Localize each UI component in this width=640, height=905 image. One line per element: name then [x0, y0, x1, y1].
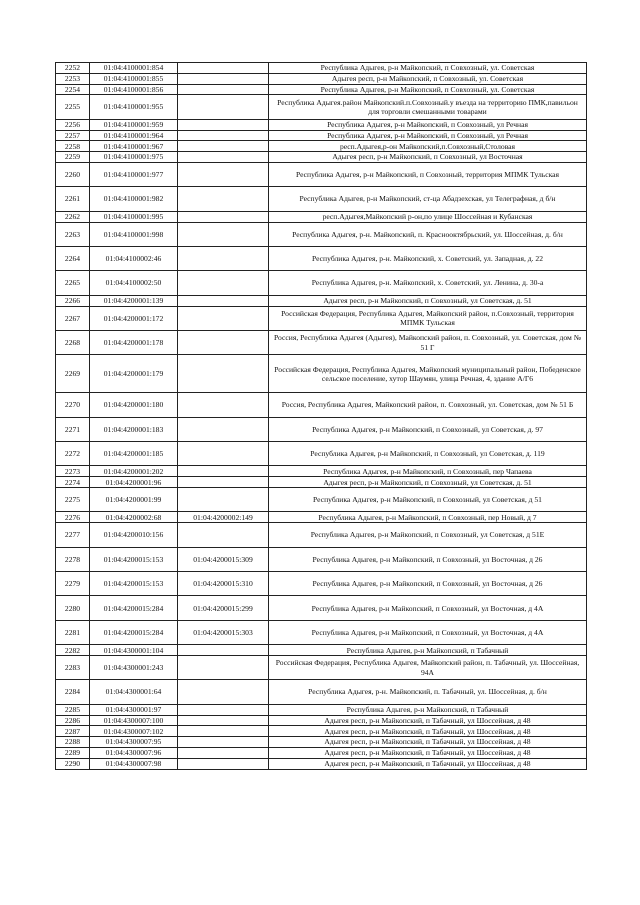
row-number-cell: 2266 [56, 295, 90, 306]
address-cell: Республика Адыгея, р-н Майкопский, п Совхозный, пер Чапаева [269, 466, 587, 477]
address-cell: Российская Федерация, Республика Адыгея, Майкопский район, п. Табачный, ул. Шоссейная, 94А [269, 656, 587, 680]
row-number-cell: 2287 [56, 726, 90, 737]
sub-cadastral-number-cell: 01:04:4200015:309 [178, 547, 269, 571]
sub-cadastral-number-cell [178, 222, 269, 246]
address-cell: Адыгея респ, р-н Майкопский, п Табачный, ул Шоссейная, д 48 [269, 747, 587, 758]
table-row [56, 704, 587, 715]
address-cell: респ.Адыгея,р-он Майкопский,п.Совхозный,Столовая [269, 141, 587, 152]
address-cell: Адыгея респ, р-н Майкопский, п Совхозный, ул. Советская [269, 73, 587, 84]
row-number-cell: 2255 [56, 95, 90, 119]
address-cell: Адыгея респ, р-н Майкопский, п Табачный, ул Шоссейная, д 48 [269, 758, 587, 769]
table-row [56, 737, 587, 748]
row-number-cell: 2259 [56, 152, 90, 163]
table-row [56, 271, 587, 295]
row-number-cell: 2260 [56, 162, 90, 186]
table-row [56, 747, 587, 758]
address-cell: Республика Адыгея, р-н Майкопский, п Совхозный, ул. Советская [269, 63, 587, 74]
address-cell: Республика Адыгея, р-н Майкопский, п Табачный [269, 704, 587, 715]
address-cell: Республика Адыгея, р-н Майкопский, п Совхозный, ул Восточная, д 4А [269, 596, 587, 620]
row-number-cell: 2279 [56, 572, 90, 596]
row-number-cell: 2268 [56, 330, 90, 354]
sub-cadastral-number-cell [178, 95, 269, 119]
cadastral-number-cell: 01:04:4200001:99 [90, 488, 178, 512]
sub-cadastral-number-cell [178, 747, 269, 758]
table-row [56, 572, 587, 596]
table-row [56, 512, 587, 523]
table-row [56, 680, 587, 704]
address-cell: Адыгея респ, р-н Майкопский, п Табачный, ул Шоссейная, д 48 [269, 715, 587, 726]
table-row [56, 547, 587, 571]
sub-cadastral-number-cell [178, 152, 269, 163]
sub-cadastral-number-cell [178, 141, 269, 152]
cadastral-number-cell: 01:04:4200002:68 [90, 512, 178, 523]
cadastral-number-cell: 01:04:4300001:243 [90, 656, 178, 680]
address-cell: Республика Адыгея, р-н Майкопский, п Совхозный, пер Новый, д 7 [269, 512, 587, 523]
cadastral-number-cell: 01:04:4200001:96 [90, 477, 178, 488]
table-row [56, 715, 587, 726]
row-number-cell: 2282 [56, 645, 90, 656]
sub-cadastral-number-cell [178, 393, 269, 417]
address-cell: Республика Адыгея, р-н Майкопский, п Совхозный, ул Советская, д. 119 [269, 442, 587, 466]
address-cell: Россия, Республика Адыгея (Адыгея), Майкопский район, п. Совхозный, ул. Советская, дом № 51 Г [269, 330, 587, 354]
row-number-cell: 2271 [56, 417, 90, 441]
row-number-cell: 2276 [56, 512, 90, 523]
sub-cadastral-number-cell [178, 246, 269, 270]
cadastral-number-cell: 01:04:4300007:96 [90, 747, 178, 758]
sub-cadastral-number-cell [178, 295, 269, 306]
address-cell: Адыгея респ, р-н Майкопский, п Табачный, ул Шоссейная, д 48 [269, 726, 587, 737]
table-row [56, 620, 587, 644]
row-number-cell: 2286 [56, 715, 90, 726]
sub-cadastral-number-cell: 01:04:4200015:310 [178, 572, 269, 596]
address-cell: Республика Адыгея, р-н Майкопский, п Совхозный, территория МПМК Тульская [269, 162, 587, 186]
sub-cadastral-number-cell [178, 656, 269, 680]
address-cell: Республика Адыгея, р-н Майкопский, ст-ца Абадзехская, ул Телеграфная, д б/н [269, 187, 587, 211]
address-cell: Российская Федерация, Республика Адыгея, Майкопский район, п.Совхозный, территория МПМК Тульская [269, 306, 587, 330]
address-cell: Республика Адыгея, р-н Майкопский, п Табачный [269, 645, 587, 656]
table-row [56, 162, 587, 186]
row-number-cell: 2257 [56, 130, 90, 141]
table-row [56, 466, 587, 477]
table-row [56, 306, 587, 330]
sub-cadastral-number-cell: 01:04:4200015:303 [178, 620, 269, 644]
sub-cadastral-number-cell [178, 488, 269, 512]
cadastral-number-cell: 01:04:4200015:284 [90, 596, 178, 620]
table-row [56, 211, 587, 222]
cadastral-number-cell: 01:04:4200001:178 [90, 330, 178, 354]
row-number-cell: 2267 [56, 306, 90, 330]
row-number-cell: 2263 [56, 222, 90, 246]
table-row [56, 645, 587, 656]
sub-cadastral-number-cell [178, 306, 269, 330]
row-number-cell: 2273 [56, 466, 90, 477]
cadastral-number-cell: 01:04:4100001:967 [90, 141, 178, 152]
table-row [56, 656, 587, 680]
table-row [56, 246, 587, 270]
cadastral-number-cell: 01:04:4200001:183 [90, 417, 178, 441]
row-number-cell: 2280 [56, 596, 90, 620]
row-number-cell: 2275 [56, 488, 90, 512]
row-number-cell: 2290 [56, 758, 90, 769]
table-row [56, 84, 587, 95]
address-cell: Республика Адыгея, р-н Майкопский, п Совхозный, ул Восточная, д 26 [269, 572, 587, 596]
address-cell: Адыгея респ, р-н Майкопский, п Совхозный, ул Советская, д. 51 [269, 295, 587, 306]
table-row [56, 758, 587, 769]
sub-cadastral-number-cell [178, 417, 269, 441]
cadastral-number-cell: 01:04:4200015:284 [90, 620, 178, 644]
address-cell: Россия, Республика Адыгея, Майкопский район, п. Совхозный, ул. Советская, дом № 51 Б [269, 393, 587, 417]
sub-cadastral-number-cell [178, 63, 269, 74]
table-row [56, 417, 587, 441]
table-row [56, 330, 587, 354]
sub-cadastral-number-cell: 01:04:4200002:149 [178, 512, 269, 523]
address-cell: Республика Адыгея, р-н Майкопский, п Совхозный, ул Советская, д. 97 [269, 417, 587, 441]
cadastral-number-cell: 01:04:4100001:975 [90, 152, 178, 163]
address-cell: Республика Адыгея, р-н Майкопский, п Совхозный, ул Советская, д 51Е [269, 523, 587, 547]
table-row [56, 726, 587, 737]
cadastral-number-cell: 01:04:4100001:854 [90, 63, 178, 74]
cadastral-number-cell: 01:04:4300007:102 [90, 726, 178, 737]
sub-cadastral-number-cell [178, 715, 269, 726]
sub-cadastral-number-cell [178, 162, 269, 186]
sub-cadastral-number-cell [178, 84, 269, 95]
cadastral-number-cell: 01:04:4100001:856 [90, 84, 178, 95]
table-row [56, 477, 587, 488]
sub-cadastral-number-cell [178, 477, 269, 488]
sub-cadastral-number-cell [178, 271, 269, 295]
table-row [56, 130, 587, 141]
table-row [56, 187, 587, 211]
row-number-cell: 2256 [56, 119, 90, 130]
address-cell: респ.Адыгея,Майкопский р-он,по улице Шоссейная и Кубанская [269, 211, 587, 222]
row-number-cell: 2284 [56, 680, 90, 704]
table-row [56, 355, 587, 393]
cadastral-number-cell: 01:04:4200001:180 [90, 393, 178, 417]
row-number-cell: 2289 [56, 747, 90, 758]
address-cell: Республика Адыгея, р-н Майкопский, п Совхозный, ул Восточная, д 26 [269, 547, 587, 571]
address-cell: Адыгея респ, р-н Майкопский, п Табачный, ул Шоссейная, д 48 [269, 737, 587, 748]
cadastral-number-cell: 01:04:4200001:202 [90, 466, 178, 477]
cadastral-number-cell: 01:04:4200001:172 [90, 306, 178, 330]
address-cell: Республика Адыгея, р-н Майкопский, п Совхозный, ул Советская, д 51 [269, 488, 587, 512]
table-row [56, 596, 587, 620]
sub-cadastral-number-cell [178, 680, 269, 704]
cadastral-number-cell: 01:04:4300001:104 [90, 645, 178, 656]
cadastral-number-cell: 01:04:4100001:995 [90, 211, 178, 222]
cadastral-number-cell: 01:04:4300007:100 [90, 715, 178, 726]
cadastral-number-cell: 01:04:4300007:98 [90, 758, 178, 769]
address-cell: Адыгея респ, р-н Майкопский, п Совхозный, ул Советская, д. 51 [269, 477, 587, 488]
row-number-cell: 2281 [56, 620, 90, 644]
sub-cadastral-number-cell [178, 523, 269, 547]
row-number-cell: 2254 [56, 84, 90, 95]
table-row [56, 442, 587, 466]
row-number-cell: 2283 [56, 656, 90, 680]
sub-cadastral-number-cell [178, 758, 269, 769]
cadastral-number-cell: 01:04:4200001:185 [90, 442, 178, 466]
cadastral-number-cell: 01:04:4100001:855 [90, 73, 178, 84]
table-row [56, 119, 587, 130]
row-number-cell: 2277 [56, 523, 90, 547]
table-row [56, 152, 587, 163]
cadastral-number-cell: 01:04:4100001:998 [90, 222, 178, 246]
address-cell: Республика Адыгея, р-н. Майкопский, п. Табачный, ул. Шоссейная, д. б/н [269, 680, 587, 704]
address-cell: Республика Адыгея, р-н Майкопский, п Совхозный, ул Речная [269, 119, 587, 130]
row-number-cell: 2264 [56, 246, 90, 270]
address-cell: Республика Адыгея.район Майкопский.п.Совхозный.у въезда на территорию ПМК,павильон для торговли смешанными товарами [269, 95, 587, 119]
cadastral-number-cell: 01:04:4100001:955 [90, 95, 178, 119]
cadastral-number-cell: 01:04:4200001:139 [90, 295, 178, 306]
table-row [56, 393, 587, 417]
property-registry-table [55, 62, 587, 770]
row-number-cell: 2258 [56, 141, 90, 152]
address-cell: Республика Адыгея, р-н Майкопский, п Совхозный, ул Восточная, д 4А [269, 620, 587, 644]
cadastral-number-cell: 01:04:4100002:50 [90, 271, 178, 295]
cadastral-number-cell: 01:04:4200015:153 [90, 547, 178, 571]
row-number-cell: 2288 [56, 737, 90, 748]
sub-cadastral-number-cell [178, 119, 269, 130]
address-cell: Республика Адыгея, р-н Майкопский, п Совхозный, ул. Советская [269, 84, 587, 95]
address-cell: Адыгея респ, р-н Майкопский, п Совхозный, ул Восточная [269, 152, 587, 163]
sub-cadastral-number-cell [178, 130, 269, 141]
address-cell: Республика Адыгея, р-н. Майкопский, х. Советский, ул. Западная, д. 22 [269, 246, 587, 270]
table-row [56, 95, 587, 119]
sub-cadastral-number-cell [178, 442, 269, 466]
sub-cadastral-number-cell [178, 726, 269, 737]
sub-cadastral-number-cell [178, 211, 269, 222]
cadastral-number-cell: 01:04:4100001:959 [90, 119, 178, 130]
cadastral-number-cell: 01:04:4200015:153 [90, 572, 178, 596]
sub-cadastral-number-cell [178, 187, 269, 211]
address-cell: Российская Федерация, Республика Адыгея, Майкопский муниципальный район, Победенское сельское поселение, хутор Шаумян, улица Речная, 4, здание А/Г6 [269, 355, 587, 393]
table-row [56, 488, 587, 512]
row-number-cell: 2285 [56, 704, 90, 715]
cadastral-number-cell: 01:04:4100001:977 [90, 162, 178, 186]
sub-cadastral-number-cell [178, 355, 269, 393]
row-number-cell: 2274 [56, 477, 90, 488]
table-body [56, 63, 587, 770]
address-cell: Республика Адыгея, р-н. Майкопский, х. Советский, ул. Ленина, д. 30-а [269, 271, 587, 295]
row-number-cell: 2265 [56, 271, 90, 295]
cadastral-number-cell: 01:04:4100001:964 [90, 130, 178, 141]
row-number-cell: 2262 [56, 211, 90, 222]
row-number-cell: 2270 [56, 393, 90, 417]
row-number-cell: 2272 [56, 442, 90, 466]
sub-cadastral-number-cell [178, 330, 269, 354]
row-number-cell: 2269 [56, 355, 90, 393]
table-row [56, 141, 587, 152]
cadastral-number-cell: 01:04:4300001:97 [90, 704, 178, 715]
row-number-cell: 2252 [56, 63, 90, 74]
sub-cadastral-number-cell: 01:04:4200015:299 [178, 596, 269, 620]
table-row [56, 73, 587, 84]
sub-cadastral-number-cell [178, 645, 269, 656]
table-row [56, 63, 587, 74]
sub-cadastral-number-cell [178, 73, 269, 84]
cadastral-number-cell: 01:04:4100002:46 [90, 246, 178, 270]
table-row [56, 523, 587, 547]
row-number-cell: 2261 [56, 187, 90, 211]
row-number-cell: 2278 [56, 547, 90, 571]
sub-cadastral-number-cell [178, 704, 269, 715]
cadastral-number-cell: 01:04:4100001:982 [90, 187, 178, 211]
row-number-cell: 2253 [56, 73, 90, 84]
sub-cadastral-number-cell [178, 737, 269, 748]
cadastral-number-cell: 01:04:4300007:95 [90, 737, 178, 748]
cadastral-number-cell: 01:04:4200010:156 [90, 523, 178, 547]
table-row [56, 295, 587, 306]
address-cell: Республика Адыгея, р-н. Майкопский, п. Краснооктябрьский, ул. Шоссейная, д. б/н [269, 222, 587, 246]
cadastral-number-cell: 01:04:4200001:179 [90, 355, 178, 393]
sub-cadastral-number-cell [178, 466, 269, 477]
table-row [56, 222, 587, 246]
cadastral-number-cell: 01:04:4300001:64 [90, 680, 178, 704]
address-cell: Республика Адыгея, р-н Майкопский, п Совхозный, ул Речная [269, 130, 587, 141]
